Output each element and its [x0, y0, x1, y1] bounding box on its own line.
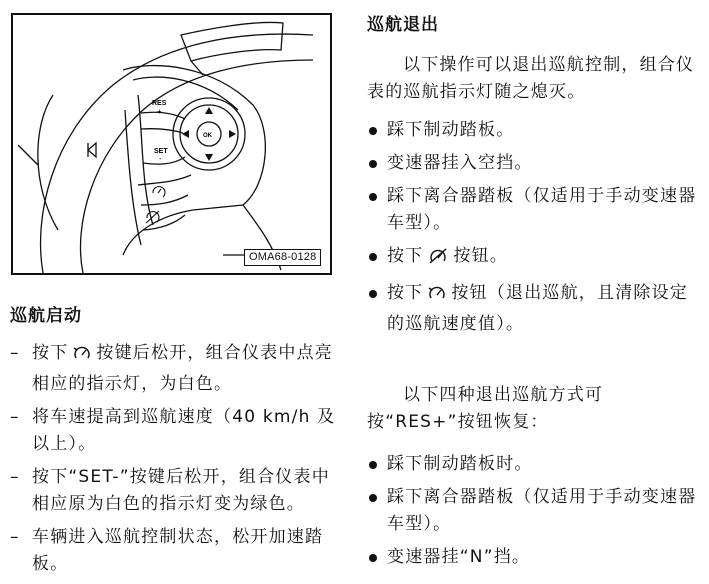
set-minus-label: -: [159, 154, 162, 163]
list-item: [367, 544, 699, 571]
item-text: 按下: [387, 246, 424, 266]
cruise-start-list: [10, 340, 340, 584]
steering-wheel-illustration: [13, 15, 334, 277]
item-text: 变速器挂入空挡。: [387, 153, 533, 173]
list-item: [367, 183, 699, 237]
item-text: 按下: [32, 343, 69, 363]
cruise-start-heading: 巡航启动: [10, 306, 82, 326]
res-label: RES: [152, 100, 167, 107]
item-text: 踩下制动踏板时。: [387, 454, 533, 474]
cruise-cancel-icon: [427, 247, 449, 274]
item-text: 车辆进入巡航控制状态，松开加速踏板。: [32, 527, 324, 574]
item-text: 按钮。: [453, 246, 509, 266]
list-item: [10, 464, 340, 518]
item-text: 踩下制动踏板。: [387, 120, 515, 140]
cruise-exit-intro: 以下操作可以退出巡航控制，组合仪表的巡航指示灯随之熄灭。: [367, 55, 695, 102]
figure-code: OMA68-0128: [244, 249, 321, 266]
set-label: SET: [154, 148, 168, 155]
dash-marker: –: [10, 343, 20, 363]
item-text: 按下“SET-”按键后松开，组合仪表中相应原为白色的指示灯变为绿色。: [32, 467, 330, 514]
list-item: [10, 340, 340, 398]
list-item: [367, 280, 699, 338]
item-text: 按键后松开，组合仪表中点亮相应的指示灯，为白色。: [32, 343, 334, 394]
dash-marker: –: [10, 467, 20, 487]
list-item: [367, 451, 699, 478]
list-item: [367, 243, 699, 274]
res-plus-label: +: [157, 107, 162, 116]
resume-list: [367, 451, 699, 577]
dash-marker: –: [10, 407, 20, 427]
cruise-icon: [427, 284, 447, 311]
item-text: 踩下离合器踏板（仅适用于手动变速器车型）。: [387, 186, 697, 233]
item-text: 按钮（退出巡航，且清除设定的巡航速度值）。: [387, 283, 689, 334]
steering-wheel-figure: [11, 13, 332, 275]
item-text: 按下: [387, 283, 424, 303]
list-item: [367, 484, 699, 538]
cruise-exit-list: [367, 117, 699, 344]
item-text: 变速器挂“N”挡。: [387, 547, 531, 567]
list-item: [10, 404, 340, 458]
resume-intro: 以下四种退出巡航方式可按“RES+”按钮恢复：: [367, 385, 604, 432]
dash-marker: –: [10, 527, 20, 547]
cruise-icon: [72, 344, 92, 371]
item-text: 将车速提高到巡航速度（40 km/h 及以上）。: [32, 407, 336, 454]
ok-label: OK: [203, 133, 212, 139]
item-text: 踩下离合器踏板（仅适用于手动变速器车型）。: [387, 487, 697, 534]
list-item: [10, 524, 340, 578]
list-item: [367, 150, 699, 177]
cruise-exit-heading: 巡航退出: [367, 15, 439, 35]
list-item: [367, 117, 699, 144]
